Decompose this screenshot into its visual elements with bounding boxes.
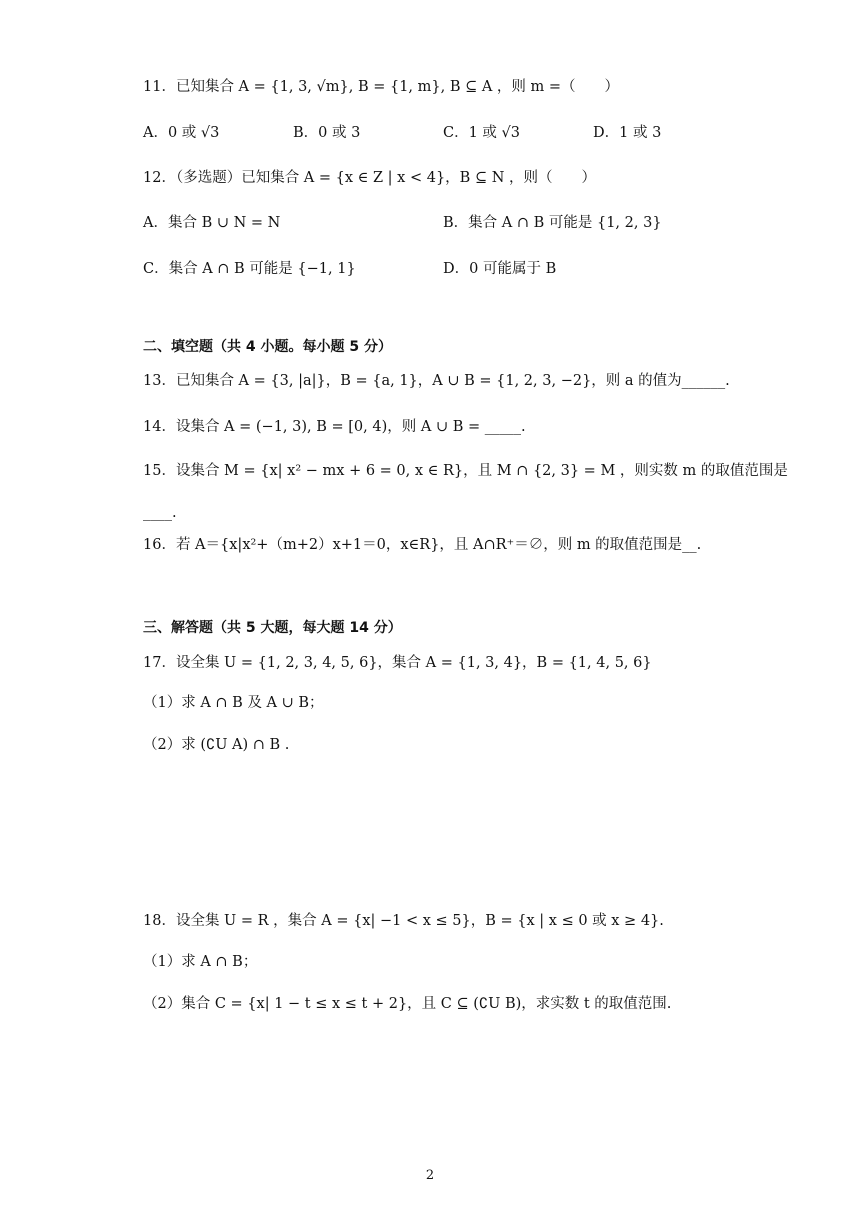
section-2-heading: 二、填空题（共 4 小题。每小题 5 分） <box>143 339 392 355</box>
question-17-stem: 17．设全集 U = {1, 2, 3, 4, 5, 6}，集合 A = {1, 3, 4}，B = {1, 4, 5, 6} <box>143 655 652 671</box>
question-15-line-2: ____. <box>143 505 177 521</box>
question-17-part-2: （2）求 (∁U A) ∩ B . <box>143 737 290 753</box>
page-number: 2 <box>425 1168 435 1183</box>
question-16: 16．若 A＝{x|x²+（m+2）x+1＝0，x∈R}，且 A∩R⁺＝∅，则 m 的取值范围是__. <box>143 537 702 553</box>
question-15-line-1: 15．设集合 M = {x| x² − mx + 6 = 0, x ∈ R}，且 M ∩ {2, 3} = M ，则实数 m 的取值范围是 <box>143 463 788 479</box>
q12-option-b: B．集合 A ∩ B 可能是 {1, 2, 3} <box>443 215 662 231</box>
q11-option-b: B．0 或 3 <box>293 125 361 141</box>
question-18-stem: 18．设全集 U = R ，集合 A = {x| −1 < x ≤ 5}，B = {x | x ≤ 0 或 x ≥ 4}. <box>143 913 664 929</box>
q11-stem: 11．已知集合 A = {1, 3, √m}, B = {1, m}, B ⊆ A ，则 m =（ ） <box>143 79 620 95</box>
q11-option-a: A．0 或 √3 <box>143 125 220 141</box>
question-13: 13．已知集合 A = {3, |a|}，B = {a, 1}，A ∪ B = {1, 2, 3, −2}，则 a 的值为______. <box>143 373 730 389</box>
question-14: 14．设集合 A = (−1, 3), B = [0, 4)，则 A ∪ B = _____. <box>143 419 526 435</box>
q11-option-d: D．1 或 3 <box>593 125 662 141</box>
question-18-part-2: （2）集合 C = {x| 1 − t ≤ x ≤ t + 2}，且 C ⊆ (∁U B)，求实数 t 的取值范围. <box>143 996 672 1012</box>
q12-stem: 12．（多选题）已知集合 A = {x ∈ Z | x < 4}，B ⊆ N ，则（ ） <box>143 170 596 186</box>
section-3-heading: 三、解答题（共 5 大题，每大题 14 分） <box>143 620 402 636</box>
question-18-part-1: （1）求 A ∩ B； <box>143 954 258 970</box>
q12-option-a: A．集合 B ∪ N = N <box>143 215 281 231</box>
q11-option-c: C．1 或 √3 <box>443 125 521 141</box>
q12-option-d: D．0 可能属于 B <box>443 261 557 277</box>
q12-option-c: C．集合 A ∩ B 可能是 {−1, 1} <box>143 261 356 277</box>
question-17-part-1: （1）求 A ∩ B 及 A ∪ B； <box>143 695 324 711</box>
